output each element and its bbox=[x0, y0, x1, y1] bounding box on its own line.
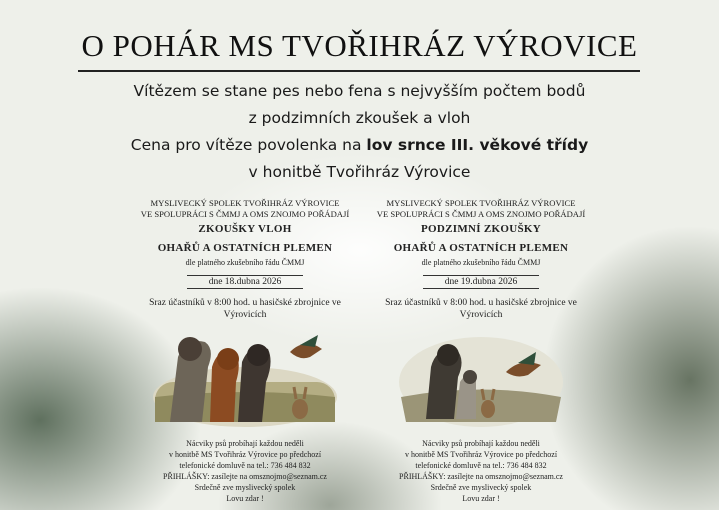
registration-email: PŘIHLÁŠKY: zasílejte na omsznojmo@seznam.cz bbox=[163, 472, 327, 481]
hunting-dogs-illustration bbox=[150, 327, 340, 427]
event-subheading: OHAŘŮ A OSTATNÍCH PLEMEN bbox=[393, 242, 569, 254]
prize-highlight: lov srnce III. věkové třídy bbox=[366, 136, 589, 154]
training-info: Nácviky psů probíhají každou neděli bbox=[186, 439, 304, 448]
event-heading: PODZIMNÍ ZKOUŠKY bbox=[420, 223, 541, 235]
training-location: v honitbě MS Tvořihráz Výrovice po předchozí bbox=[168, 450, 322, 459]
event-heading: ZKOUŠKY VLOH bbox=[198, 223, 292, 235]
event-subheading: OHAŘŮ A OSTATNÍCH PLEMEN bbox=[157, 242, 333, 254]
hunting-dogs-illustration bbox=[396, 327, 566, 427]
cooperation-line: VE SPOLUPRÁCI S ČMMJ A OMS ZNOJMO POŘÁDAJÍ bbox=[376, 209, 586, 219]
right-event-card bbox=[366, 198, 596, 504]
greeting: Lovu zdar ! bbox=[226, 494, 264, 503]
invitation-line: Srdečně zve myslivecký spolek bbox=[430, 483, 532, 492]
intro-line-3 bbox=[0, 136, 719, 154]
greeting: Lovu zdar ! bbox=[462, 494, 500, 503]
intro-line-4: v honitbě Tvořihráz Výrovice bbox=[248, 163, 471, 181]
invitation-line: Srdečně zve myslivecký spolek bbox=[194, 483, 296, 492]
rules-note: dle platného zkušebního řádu ČMMJ bbox=[185, 258, 305, 267]
cooperation-line: VE SPOLUPRÁCI S ČMMJ A OMS ZNOJMO POŘÁDAJÍ bbox=[140, 209, 350, 219]
intro-line-2: z podzimních zkoušek a vloh bbox=[248, 109, 471, 127]
intro-line-1: Vítězem se stane pes nebo fena s nejvyšším počtem bodů bbox=[133, 82, 586, 100]
title-divider bbox=[78, 70, 640, 72]
training-location: v honitbě MS Tvořihráz Výrovice po předchozí bbox=[404, 450, 558, 459]
event-date: dne 19.dubna 2026 bbox=[423, 275, 540, 289]
left-event-card bbox=[130, 198, 360, 504]
prize-text: Cena pro vítěze povolenka na bbox=[130, 136, 367, 154]
meeting-info: Sraz účastníků v 8:00 hod. u hasičské zbrojnice ve Výrovicích bbox=[385, 298, 577, 320]
training-info: Nácviky psů probíhají každou neděli bbox=[422, 439, 540, 448]
registration-email: PŘIHLÁŠKY: zasílejte na omsznojmo@seznam.cz bbox=[399, 472, 563, 481]
meeting-info: Sraz účastníků v 8:00 hod. u hasičské zbrojnice ve Výrovicích bbox=[149, 298, 341, 320]
contact-phone: telefonické domluvě na tel.: 736 484 832 bbox=[179, 461, 311, 470]
contact-phone: telefonické domluvě na tel.: 736 484 832 bbox=[415, 461, 547, 470]
page-title: O POHÁR MS TVOŘIHRÁZ VÝROVICE bbox=[81, 28, 638, 63]
organizer-line: MYSLIVECKÝ SPOLEK TVOŘIHRÁZ VÝROVICE bbox=[386, 198, 576, 208]
event-date: dne 18.dubna 2026 bbox=[187, 275, 304, 289]
rules-note: dle platného zkušebního řádu ČMMJ bbox=[421, 258, 541, 267]
organizer-line: MYSLIVECKÝ SPOLEK TVOŘIHRÁZ VÝROVICE bbox=[150, 198, 340, 208]
